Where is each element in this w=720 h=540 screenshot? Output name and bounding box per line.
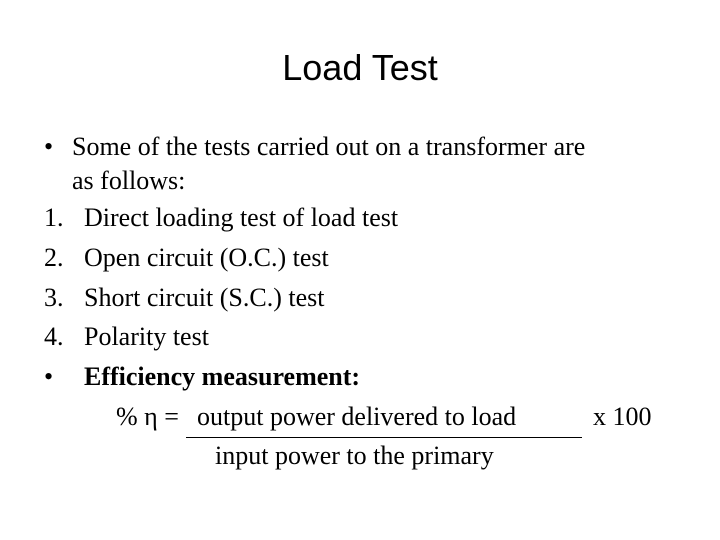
list-item-text: Polarity test bbox=[84, 322, 209, 351]
formula-multiplier: x 100 bbox=[593, 402, 652, 431]
list-number: 4. bbox=[44, 322, 64, 351]
list-number: 3. bbox=[44, 283, 64, 312]
list-item-text: Open circuit (O.C.) test bbox=[84, 243, 329, 272]
intro-text-line1: Some of the tests carried out on a transformer are bbox=[72, 132, 586, 161]
efficiency-label: Efficiency measurement: bbox=[84, 362, 361, 391]
intro-text-line2: as follows: bbox=[72, 166, 186, 195]
bullet-marker: • bbox=[44, 362, 54, 391]
formula-denominator: input power to the primary bbox=[215, 441, 494, 470]
list-item-text: Direct loading test of load test bbox=[84, 203, 399, 232]
list-number: 2. bbox=[44, 243, 64, 272]
fraction-bar bbox=[186, 437, 582, 438]
efficiency-symbol: % η = bbox=[116, 402, 179, 431]
bullet-marker: • bbox=[44, 132, 54, 161]
list-number: 1. bbox=[44, 203, 64, 232]
list-item-text: Short circuit (S.C.) test bbox=[84, 283, 325, 312]
slide-title: Load Test bbox=[282, 47, 438, 88]
formula-numerator: output power delivered to load bbox=[197, 402, 517, 431]
